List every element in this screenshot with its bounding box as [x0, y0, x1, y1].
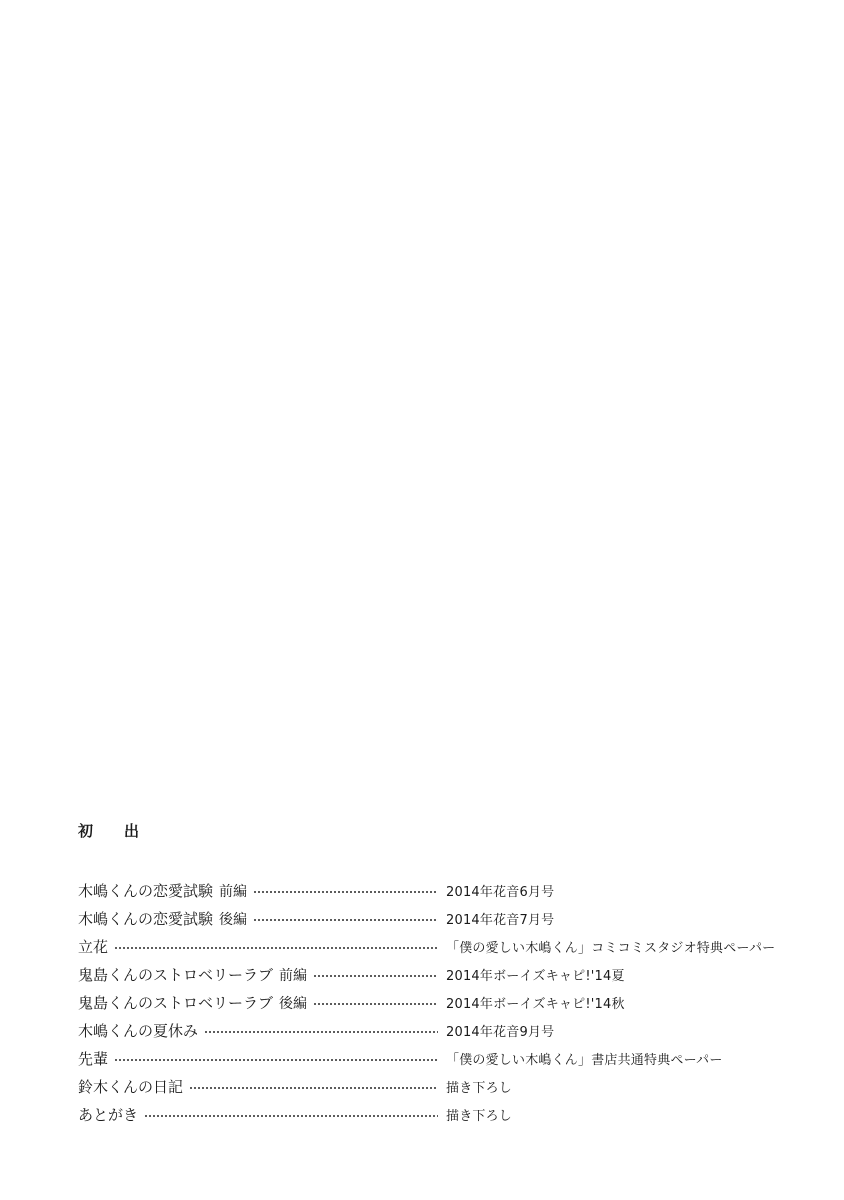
list-item — [78, 876, 778, 904]
entry-source: 2014年花音7月号 — [446, 912, 555, 928]
entry-source: 2014年花音6月号 — [446, 884, 555, 900]
list-item — [78, 988, 778, 1016]
entry-source: 2014年ボーイズキャピ!'14秋 — [446, 996, 625, 1012]
dotted-leader — [114, 947, 438, 949]
list-item — [78, 960, 778, 988]
list-item — [78, 932, 778, 960]
dotted-leader — [189, 1087, 438, 1089]
entry-title: 鬼島くんのストロベリーラブ 後編 — [78, 993, 308, 1012]
section-heading: 初 出 — [78, 822, 148, 840]
list-item — [78, 1100, 778, 1128]
entry-title: 鬼島くんのストロベリーラブ 前編 — [78, 965, 308, 984]
entry-part: 前編 — [279, 967, 308, 984]
entry-source: 描き下ろし — [446, 1080, 513, 1096]
dotted-leader — [114, 1059, 438, 1061]
entry-source: 「僕の愛しい木嶋くん」書店共通特典ペーパー — [446, 1052, 723, 1068]
dotted-leader — [253, 919, 438, 921]
entry-title: 先輩 — [78, 1049, 109, 1068]
entry-part: 後編 — [219, 911, 248, 928]
list-item — [78, 1016, 778, 1044]
list-item — [78, 1044, 778, 1072]
entry-part: 前編 — [219, 883, 248, 900]
dotted-leader — [313, 1003, 438, 1005]
entry-part: 後編 — [279, 995, 308, 1012]
entry-title: 木嶋くんの夏休み — [78, 1021, 199, 1040]
entry-title: 木嶋くんの恋愛試験 後編 — [78, 909, 248, 928]
dotted-leader — [313, 975, 438, 977]
list-item — [78, 1072, 778, 1100]
entry-title: 立花 — [78, 937, 109, 956]
dotted-leader — [144, 1115, 438, 1117]
dotted-leader — [253, 891, 438, 893]
entry-source: 「僕の愛しい木嶋くん」コミコミスタジオ特典ペーパー — [446, 940, 776, 956]
entry-title: あとがき — [78, 1105, 139, 1124]
publication-list — [78, 876, 778, 1128]
entry-source: 描き下ろし — [446, 1108, 513, 1124]
entry-source: 2014年花音9月号 — [446, 1024, 555, 1040]
entry-source: 2014年ボーイズキャピ!'14夏 — [446, 968, 625, 984]
dotted-leader — [204, 1031, 438, 1033]
list-item — [78, 904, 778, 932]
entry-title: 鈴木くんの日記 — [78, 1077, 184, 1096]
entry-title: 木嶋くんの恋愛試験 前編 — [78, 881, 248, 900]
first-publication-section — [78, 820, 778, 1128]
